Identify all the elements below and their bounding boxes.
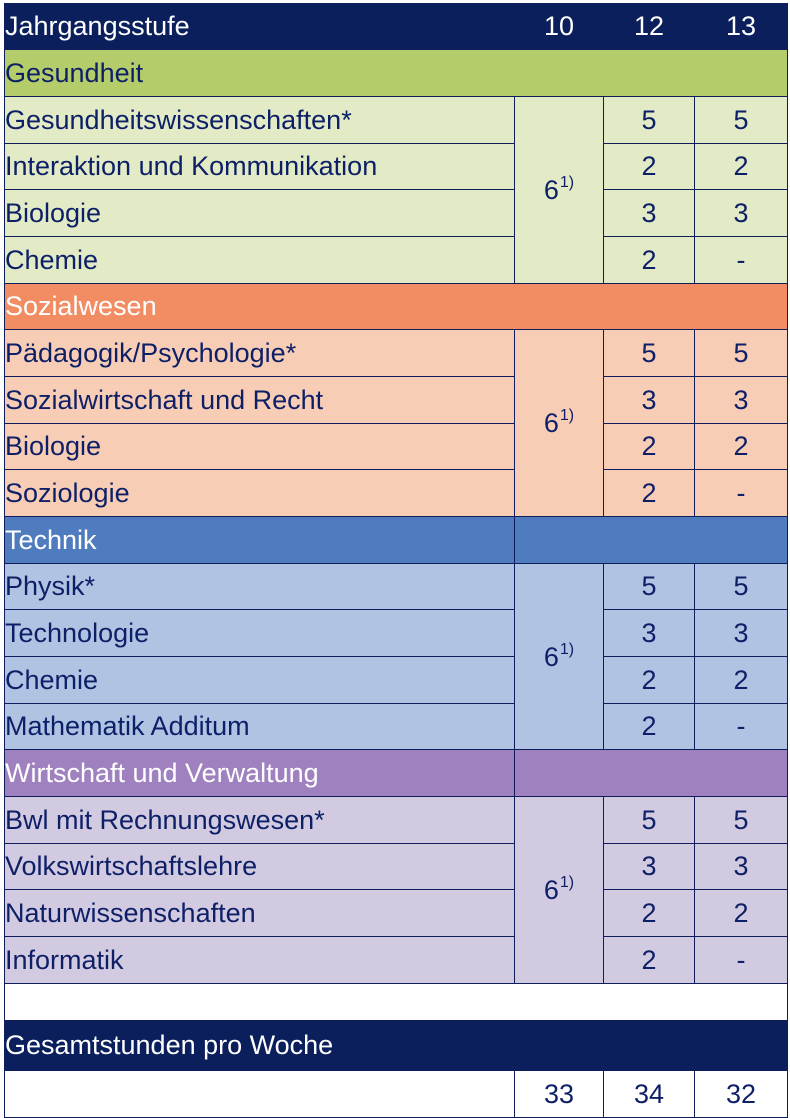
grade13-hours: 2 <box>695 657 788 704</box>
grade13-hours: - <box>695 704 788 750</box>
grade10-value: 6 <box>543 408 559 438</box>
grade13-hours: 2 <box>695 144 788 190</box>
grade13-hours: 3 <box>695 377 788 424</box>
section-title: Sozialwesen <box>5 284 788 330</box>
total-label: Gesamtstunden pro Woche <box>5 1021 788 1071</box>
subject-name: Biologie <box>5 190 515 237</box>
grade12-hours: 5 <box>604 564 695 610</box>
section-row-gesundheit <box>5 50 788 97</box>
grade12-hours: 5 <box>604 330 695 377</box>
spacer-row <box>5 984 788 1021</box>
grade12-hours: 2 <box>604 937 695 984</box>
subject-row <box>5 610 788 657</box>
grade13-hours: - <box>695 237 788 284</box>
subject-name: Chemie <box>5 657 515 704</box>
grade12-hours: 2 <box>604 890 695 937</box>
subject-name: Physik* <box>5 564 515 610</box>
total-values-row <box>5 1071 788 1118</box>
grade12-hours: 2 <box>604 704 695 750</box>
grade10-hours <box>515 564 604 750</box>
subject-name: Informatik <box>5 937 515 984</box>
header-row <box>5 4 788 50</box>
total-empty-cell <box>5 1071 515 1118</box>
grade10-hours <box>515 797 604 984</box>
grade12-hours: 3 <box>604 844 695 890</box>
grade12-hours: 2 <box>604 470 695 517</box>
grade13-hours: 5 <box>695 564 788 610</box>
subject-name: Naturwissenschaften <box>5 890 515 937</box>
total-grade12: 34 <box>604 1071 695 1118</box>
subject-row <box>5 377 788 424</box>
subject-name: Gesundheitswissenschaften* <box>5 97 515 144</box>
grade13-hours: 3 <box>695 190 788 237</box>
subject-name: Sozialwirtschaft und Recht <box>5 377 515 424</box>
subject-name: Pädagogik/Psychologie* <box>5 330 515 377</box>
header-col-13: 13 <box>695 4 788 50</box>
subject-row <box>5 97 788 144</box>
grade12-hours: 3 <box>604 190 695 237</box>
header-label: Jahrgangsstufe <box>5 4 515 50</box>
subject-row <box>5 937 788 984</box>
grade13-hours: 2 <box>695 424 788 470</box>
grade13-hours: 5 <box>695 330 788 377</box>
subject-row <box>5 564 788 610</box>
spacer-cell <box>5 984 788 1021</box>
subject-row <box>5 890 788 937</box>
subject-row <box>5 144 788 190</box>
grade10-hours <box>515 330 604 517</box>
grade10-value: 6 <box>543 875 559 905</box>
grade10-value: 6 <box>543 175 559 205</box>
subject-row <box>5 470 788 517</box>
grade12-hours: 5 <box>604 97 695 144</box>
section-title-filler <box>515 750 788 797</box>
subject-row <box>5 657 788 704</box>
subject-row <box>5 797 788 844</box>
section-title: Wirtschaft und Verwaltung <box>5 750 515 797</box>
header-col-10: 10 <box>515 4 604 50</box>
total-grade13: 32 <box>695 1071 788 1118</box>
grade13-hours: 3 <box>695 610 788 657</box>
subject-row <box>5 424 788 470</box>
grade12-hours: 2 <box>604 657 695 704</box>
footnote-marker: 1) <box>559 174 575 191</box>
section-row-technik <box>5 517 788 564</box>
grade13-hours: - <box>695 470 788 517</box>
subject-name: Technologie <box>5 610 515 657</box>
subject-row <box>5 844 788 890</box>
subject-name: Biologie <box>5 424 515 470</box>
footnote-marker: 1) <box>559 640 575 658</box>
grade13-hours: - <box>695 937 788 984</box>
grade10-hours <box>515 97 604 284</box>
grade13-hours: 3 <box>695 844 788 890</box>
grade12-hours: 2 <box>604 424 695 470</box>
subject-name: Bwl mit Rechnungswesen* <box>5 797 515 844</box>
grade12-hours: 3 <box>604 610 695 657</box>
section-title: Gesundheit <box>5 50 788 97</box>
grade13-hours: 5 <box>695 797 788 844</box>
subject-row <box>5 237 788 284</box>
subject-row <box>5 704 788 750</box>
subject-name: Interaktion und Kommunikation <box>5 144 515 190</box>
section-row-wirtschaft <box>5 750 788 797</box>
total-grade10: 33 <box>515 1071 604 1118</box>
subject-name: Soziologie <box>5 470 515 517</box>
subject-row <box>5 190 788 237</box>
grade12-hours: 3 <box>604 377 695 424</box>
subject-row <box>5 330 788 377</box>
header-col-12: 12 <box>604 4 695 50</box>
grade13-hours: 2 <box>695 890 788 937</box>
footnote-marker: 1) <box>559 407 575 424</box>
subject-name: Volkswirtschaftslehre <box>5 844 515 890</box>
section-title-filler <box>515 517 788 564</box>
section-title: Technik <box>5 517 515 564</box>
stundentafel-table <box>4 3 788 1118</box>
total-header-row <box>5 1021 788 1071</box>
section-row-sozialwesen <box>5 284 788 330</box>
grade12-hours: 2 <box>604 237 695 284</box>
footnote-marker: 1) <box>559 874 575 891</box>
grade12-hours: 2 <box>604 144 695 190</box>
grade10-value: 6 <box>543 641 559 672</box>
subject-name: Mathematik Additum <box>5 704 515 750</box>
grade13-hours: 5 <box>695 97 788 144</box>
grade12-hours: 5 <box>604 797 695 844</box>
subject-name: Chemie <box>5 237 515 284</box>
